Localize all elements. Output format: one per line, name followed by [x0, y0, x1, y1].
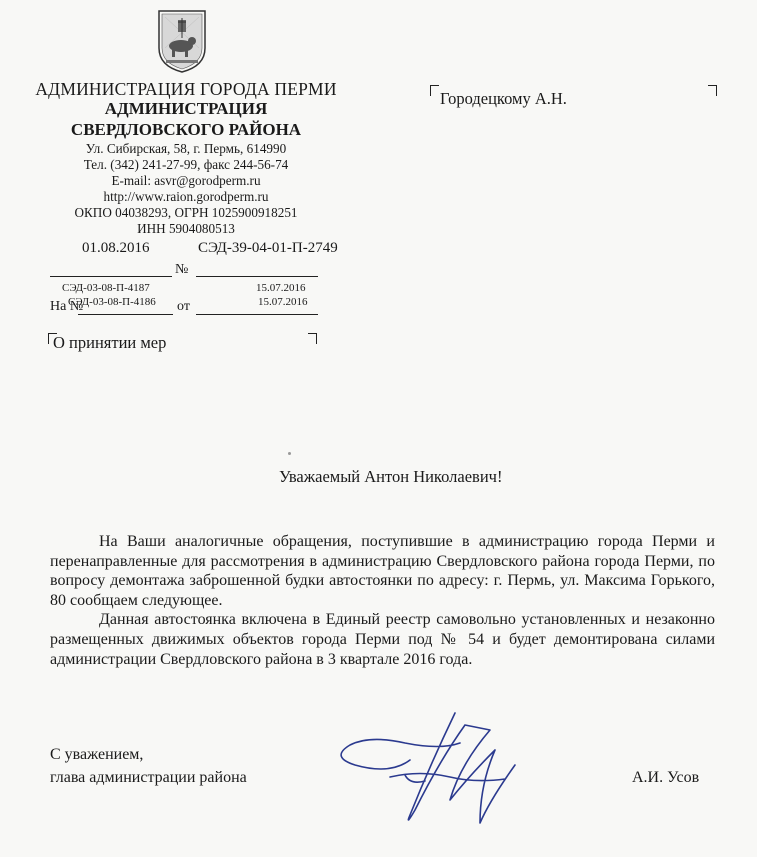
inn-line: ИНН 5904080513: [137, 221, 235, 236]
registration-number: СЭД-39-04-01-П-2749: [198, 240, 338, 256]
ref-date-2: 15.07.2016: [258, 296, 308, 308]
ref-number-1: СЭД-03-08-П-4187: [62, 282, 150, 294]
okpo-ogrn-line: ОКПО 04038293, ОГРН 1025900918251: [74, 205, 298, 220]
addressee-corner-left: [430, 85, 439, 96]
body-paragraph-1: На Ваши аналогичные обращения, поступившие в администрацию города Перми и перенаправленные для рассмотрения в администрацию Свердловского района города Перми, по вопросу демонтажа заброшенной будки автостоянки по адресу: г. Пермь, ул. Максима Горького, 80 сообщаем следующее.: [50, 533, 715, 609]
ref-number-2: СЭД-03-08-П-4186: [68, 296, 156, 308]
org-name-district: СВЕРДЛОВСКОГО РАЙОНА: [70, 120, 302, 139]
ref-number-line: [78, 314, 173, 315]
ref-date-1: 15.07.2016: [256, 282, 306, 294]
signer-position: глава администрации района: [50, 769, 247, 786]
reg-date-line: [50, 276, 172, 277]
letter-body: [50, 532, 715, 669]
registration-date: 01.08.2016: [82, 240, 150, 256]
email-line: E-mail: asvr@gorodperm.ru: [111, 173, 261, 188]
signer-name: А.И. Усов: [632, 769, 700, 786]
handwritten-signature: [330, 705, 550, 840]
org-name-admin: АДМИНИСТРАЦИЯ: [104, 99, 268, 118]
subject-line: О принятии мер: [53, 333, 167, 352]
body-paragraph-2: Данная автостоянка включена в Единый реестр самовольно установленных и незаконно размещенных движимых объектов города Перми под № 54 и будет демонтирована силами администрации Свердловского района в 3 квартале 2016 года.: [50, 611, 715, 668]
from-word: от: [177, 299, 190, 314]
greeting: Уважаемый Антон Николаевич!: [279, 467, 503, 486]
paper-speck: [288, 452, 291, 455]
website-line: http://www.raion.gorodperm.ru: [103, 189, 269, 204]
phone-line: Тел. (342) 241-27-99, факс 244-56-74: [83, 157, 289, 172]
addressee: Городецкому А.Н.: [440, 89, 567, 108]
reply-prefix: На №: [50, 299, 84, 314]
subject-corner-right: [308, 333, 317, 344]
number-sign: №: [175, 262, 189, 277]
closing: С уважением,: [50, 746, 144, 763]
perm-crest-bear-icon: [156, 8, 208, 74]
address-line: Ул. Сибирская, 58, г. Пермь, 614990: [85, 141, 287, 156]
org-name-city: АДМИНИСТРАЦИЯ ГОРОДА ПЕРМИ: [35, 79, 337, 99]
ref-date-line: [196, 314, 318, 315]
addressee-corner-right: [708, 85, 717, 96]
reg-number-line: [196, 276, 318, 277]
